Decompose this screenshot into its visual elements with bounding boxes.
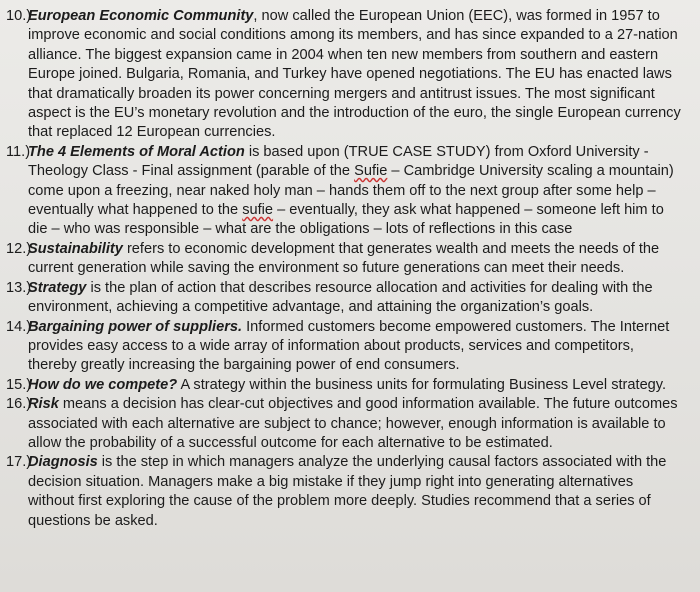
list-item [6, 318, 682, 376]
item-term: Strategy [28, 279, 87, 296]
item-text: is the step in which managers analyze the underlying causal factors associated with the decision situation. Managers make a big mistake if they jump right into generating alternatives without first exploring the cause of the problem more deeply. Studies recommend that a series of questions be asked. [28, 454, 667, 529]
item-number: 14.) [6, 318, 32, 335]
definition-list [6, 7, 682, 531]
item-number: 15.) [6, 376, 32, 393]
item-text: – eventually, they ask what happened – someone left him to die – who was responsible – what are the obligations – lots of reflections in this case [28, 202, 664, 238]
item-text: A strategy within the business units for formulating Business Level strategy. [177, 376, 667, 393]
list-item [6, 240, 682, 279]
item-number: 16.) [6, 396, 32, 413]
item-number: 12.) [6, 240, 32, 257]
item-number: 11.) [6, 143, 31, 160]
misspelled-word: Sufie [354, 163, 388, 180]
item-term: How do we compete? [28, 376, 178, 393]
item-term: The 4 Elements of Moral Action [28, 143, 245, 160]
list-item [6, 279, 682, 318]
list-item [6, 7, 682, 143]
misspelled-word: sufie [242, 202, 274, 219]
item-number: 10.) [6, 8, 32, 24]
list-item [6, 376, 682, 395]
item-text: is based upon (TRUE CASE STUDY) from Oxford University - Theology Class - Final assignment (parable of the [28, 143, 649, 180]
item-term: Diagnosis [28, 454, 98, 471]
item-text: , now called the European Union (EEC), was formed in 1957 to improve economic and social conditions among its members, and has since expanded to a 27-nation alliance. The biggest expansion came in 2004 when ten new members from southern and eastern Europe joined. Bulgaria, Romania, and Turkey have opened negotiations. The EU has enacted laws that dramatically broaden its power concerning mergers and antitrust issues. The most significant aspect is the EU’s monetary revolution and the introduction of the euro, the single European currency that replaced 12 European currencies. [28, 8, 681, 141]
item-text: is the plan of action that describes resource allocation and activities for dealing with the environment, achieving a competitive advantage, and attaining the organization’s goals. [28, 279, 653, 316]
item-number: 13.) [6, 279, 32, 296]
list-item [6, 143, 682, 240]
item-text: refers to economic development that generates wealth and meets the needs of the current generation while saving the environment so future generations can meet their needs. [28, 240, 660, 277]
item-term: Bargaining power of suppliers. [28, 318, 243, 335]
list-item [6, 395, 682, 453]
item-text: Informed customers become empowered customers. The Internet provides easy access to a wide array of information about products, services and competitors, thereby greatly increasing the bargaining power of end consumers. [28, 318, 670, 374]
item-text: – Cambridge University scaling a mountain) come upon a freezing, near naked holy man – hands them off to the next group after some help – eventually what happened to the [28, 163, 674, 219]
item-term: Risk [28, 396, 59, 413]
item-text: means a decision has clear-cut objectives and good information available. The future outcomes associated with each alternative are subject to chance; however, enough information is available to allow the probability of a successful outcome for each alternative to be estimated. [28, 396, 678, 451]
item-term: Sustainability [28, 240, 123, 257]
item-number: 17.) [6, 454, 32, 471]
list-item [6, 453, 682, 531]
item-term: European Economic Community [28, 8, 254, 24]
